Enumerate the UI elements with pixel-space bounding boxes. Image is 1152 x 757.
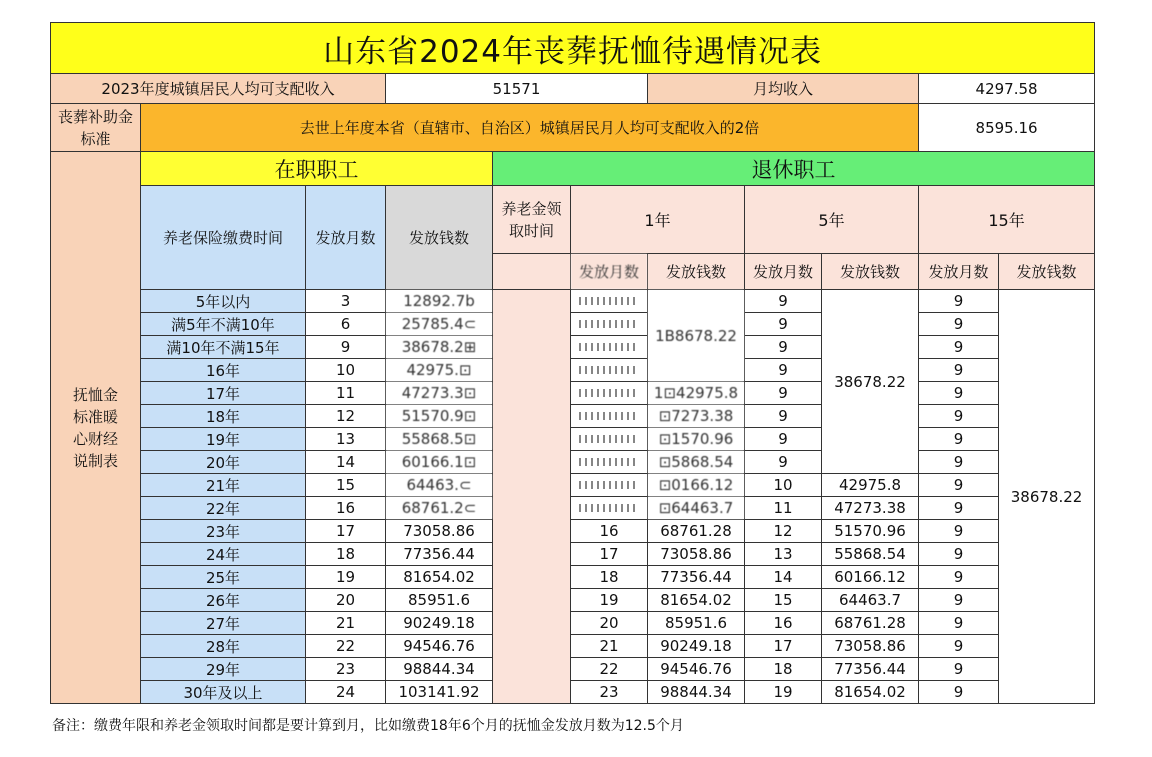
working-amount-cell: 77356.44 (386, 543, 493, 566)
retired-5y-amount-cell: 60166.12 (822, 566, 919, 589)
table-row (51, 382, 1095, 405)
working-amount-cell: 98844.34 (386, 658, 493, 681)
contribution-time-cell: 17年 (141, 382, 306, 405)
retired-5y-months-cell: 9 (745, 405, 822, 428)
contribution-time-cell: 26年 (141, 589, 306, 612)
retired-15y-months-cell: 9 (919, 428, 999, 451)
table-row (51, 474, 1095, 497)
retired-group-1-year: 1年 (571, 186, 745, 254)
working-amount-cell: 38678.2⊞ (386, 336, 493, 359)
retired-5y-months-cell: 10 (745, 474, 822, 497)
table-row (51, 451, 1095, 474)
obscured-text (579, 389, 639, 397)
working-months-cell: 18 (306, 543, 386, 566)
retired-5y-months-cell: 9 (745, 451, 822, 474)
table-row (51, 359, 1095, 382)
retired-5y-amount-cell: 81654.02 (822, 681, 919, 704)
working-months-cell: 20 (306, 589, 386, 612)
retired-1y-amount-cell: 98844.34 (648, 681, 745, 704)
obscured-text (579, 297, 639, 305)
retired-15y-months-cell: 9 (919, 359, 999, 382)
contribution-time-cell: 25年 (141, 566, 306, 589)
table-row (51, 336, 1095, 359)
table-row (51, 658, 1095, 681)
retired-1y-months-cell (571, 428, 648, 451)
retired-5y-amount-cell: 68761.28 (822, 612, 919, 635)
retired-5y-months-cell: 18 (745, 658, 822, 681)
working-months-cell: 10 (306, 359, 386, 382)
table-row (51, 612, 1095, 635)
obscured-text (579, 458, 639, 466)
retired-5y-months-cell: 14 (745, 566, 822, 589)
retired-15y-months-cell: 9 (919, 382, 999, 405)
retired-15y-months-cell: 9 (919, 497, 999, 520)
table-row (51, 681, 1095, 704)
obscured-text (579, 435, 639, 443)
retired-15y-merged-amount-cell: 38678.22 (999, 290, 1095, 704)
retired-1y-months-cell: 19 (571, 589, 648, 612)
retired-1y-months-cell: 21 (571, 635, 648, 658)
retired-1y-amount-cell: ⊡0166.12 (648, 474, 745, 497)
retired-5y-months-cell: 9 (745, 313, 822, 336)
retired-5y-months-cell: 17 (745, 635, 822, 658)
retired-1y-amount-cell: ⊡64463.7 (648, 497, 745, 520)
retired-5y-months-cell: 9 (745, 428, 822, 451)
retired-15y-months-cell: 9 (919, 474, 999, 497)
retired-15y-col-amount: 发放钱数 (999, 254, 1095, 290)
working-months-cell: 9 (306, 336, 386, 359)
retired-5y-amount-cell: 77356.44 (822, 658, 919, 681)
retired-1y-months-cell (571, 290, 648, 313)
working-months-cell: 6 (306, 313, 386, 336)
pension-table (50, 22, 1095, 704)
retired-5y-amount-cell: 55868.54 (822, 543, 919, 566)
working-amount-cell: 94546.76 (386, 635, 493, 658)
funeral-subsidy-description: 去世上年度本省（直辖市、自治区）城镇居民月人均可支配收入的2倍 (141, 104, 919, 152)
contribution-time-cell: 28年 (141, 635, 306, 658)
working-amount-cell: 85951.6 (386, 589, 493, 612)
retired-1y-col-months: 发放月数 (571, 254, 648, 290)
working-amount-cell: 60166.1⊡ (386, 451, 493, 474)
working-amount-cell: 73058.86 (386, 520, 493, 543)
retired-5y-amount-cell: 73058.86 (822, 635, 919, 658)
retired-group-15-years: 15年 (919, 186, 1095, 254)
table-row (51, 635, 1095, 658)
retired-5y-amount-cell: 47273.38 (822, 497, 919, 520)
retired-5y-col-months: 发放月数 (745, 254, 822, 290)
retired-15y-months-cell: 9 (919, 612, 999, 635)
working-amount-cell: 25785.4⊂ (386, 313, 493, 336)
working-months-cell: 15 (306, 474, 386, 497)
working-amount-cell: 42975.⊡ (386, 359, 493, 382)
working-amount-cell: 12892.7b (386, 290, 493, 313)
working-amount-cell: 68761.2⊂ (386, 497, 493, 520)
table-row (51, 290, 1095, 313)
working-amount-cell: 103141.92 (386, 681, 493, 704)
monthly-income-label: 月均收入 (648, 74, 919, 104)
retired-5y-col-amount: 发放钱数 (822, 254, 919, 290)
retired-1y-months-cell (571, 405, 648, 428)
retired-title: 退休职工 (493, 152, 1095, 186)
retired-5y-months-cell: 9 (745, 382, 822, 405)
retired-1y-months-cell: 18 (571, 566, 648, 589)
working-amount-cell: 51570.9⊡ (386, 405, 493, 428)
retired-15y-months-cell: 9 (919, 543, 999, 566)
table-row (51, 543, 1095, 566)
retired-5y-amount-cell: 64463.7 (822, 589, 919, 612)
contribution-time-cell: 满10年不满15年 (141, 336, 306, 359)
retired-5y-merged-amount-cell: 38678.22 (822, 290, 919, 474)
contribution-time-cell: 23年 (141, 520, 306, 543)
table-row (51, 313, 1095, 336)
retired-1y-amount-cell: 94546.76 (648, 658, 745, 681)
table-row (51, 497, 1095, 520)
retired-1y-merged-amount-cell: 1B8678.22 (648, 290, 745, 382)
contribution-time-cell: 18年 (141, 405, 306, 428)
retired-1y-months-cell: 20 (571, 612, 648, 635)
table-row (51, 589, 1095, 612)
retired-1y-col-amount: 发放钱数 (648, 254, 745, 290)
working-months-cell: 17 (306, 520, 386, 543)
contribution-time-cell: 5年以内 (141, 290, 306, 313)
footnote: 备注：缴费年限和养老金领取时间都是要计算到月，比如缴费18年6个月的抚恤金发放月数为12.5个月 (52, 718, 684, 734)
retired-1y-months-cell (571, 451, 648, 474)
working-months-cell: 3 (306, 290, 386, 313)
retired-time-merged-cell (493, 290, 571, 704)
retired-5y-months-cell: 13 (745, 543, 822, 566)
obscured-text (579, 412, 639, 420)
retired-col-time-blank (493, 254, 571, 290)
working-months-cell: 11 (306, 382, 386, 405)
funeral-subsidy-label: 丧葬补助金标准 (51, 104, 141, 152)
working-amount-cell: 47273.3⊡ (386, 382, 493, 405)
retired-1y-amount-cell: ⊡7273.38 (648, 405, 745, 428)
working-amount-cell: 90249.18 (386, 612, 493, 635)
retired-15y-months-cell: 9 (919, 520, 999, 543)
retired-1y-months-cell (571, 382, 648, 405)
obscured-text (579, 320, 639, 328)
retired-15y-months-cell: 9 (919, 566, 999, 589)
retired-15y-months-cell: 9 (919, 589, 999, 612)
table-row (51, 428, 1095, 451)
obscured-text (579, 504, 639, 512)
retired-1y-months-cell (571, 359, 648, 382)
retired-5y-months-cell: 15 (745, 589, 822, 612)
working-months-cell: 14 (306, 451, 386, 474)
working-months-cell: 13 (306, 428, 386, 451)
retired-15y-months-cell: 9 (919, 658, 999, 681)
contribution-time-cell: 满5年不满10年 (141, 313, 306, 336)
working-col-time: 养老保险缴费时间 (141, 186, 306, 290)
retired-5y-months-cell: 9 (745, 290, 822, 313)
working-months-cell: 12 (306, 405, 386, 428)
obscured-text (579, 366, 639, 374)
retired-15y-months-cell: 9 (919, 451, 999, 474)
working-months-cell: 22 (306, 635, 386, 658)
retired-15y-months-cell: 9 (919, 405, 999, 428)
retired-1y-months-cell (571, 497, 648, 520)
retired-1y-amount-cell: 90249.18 (648, 635, 745, 658)
contribution-time-cell: 20年 (141, 451, 306, 474)
retired-1y-months-cell (571, 474, 648, 497)
income-label: 2023年度城镇居民人均可支配收入 (51, 74, 386, 104)
retired-1y-amount-cell: 85951.6 (648, 612, 745, 635)
table-row (51, 520, 1095, 543)
retired-5y-months-cell: 12 (745, 520, 822, 543)
contribution-time-cell: 30年及以上 (141, 681, 306, 704)
retired-1y-amount-cell: 68761.28 (648, 520, 745, 543)
retired-15y-months-cell: 9 (919, 313, 999, 336)
retired-1y-months-cell: 22 (571, 658, 648, 681)
retired-1y-months-cell (571, 336, 648, 359)
working-col-months: 发放月数 (306, 186, 386, 290)
retired-15y-months-cell: 9 (919, 336, 999, 359)
retired-5y-months-cell: 19 (745, 681, 822, 704)
monthly-income-value: 4297.58 (919, 74, 1095, 104)
retired-1y-months-cell (571, 313, 648, 336)
working-amount-cell: 55868.5⊡ (386, 428, 493, 451)
obscured-text (579, 343, 639, 351)
retired-1y-amount-cell: ⊡5868.54 (648, 451, 745, 474)
table-row (51, 566, 1095, 589)
working-months-cell: 24 (306, 681, 386, 704)
contribution-time-cell: 29年 (141, 658, 306, 681)
working-amount-cell: 64463.⊂ (386, 474, 493, 497)
working-months-cell: 23 (306, 658, 386, 681)
contribution-time-cell: 22年 (141, 497, 306, 520)
pension-table-sheet (50, 22, 1094, 712)
contribution-time-cell: 16年 (141, 359, 306, 382)
retired-col-time: 养老金领取时间 (493, 186, 571, 254)
retired-1y-amount-cell: 81654.02 (648, 589, 745, 612)
retired-5y-months-cell: 11 (745, 497, 822, 520)
side-label: 抚恤金标准暖心财经说制表 (51, 152, 141, 704)
working-months-cell: 19 (306, 566, 386, 589)
contribution-time-cell: 24年 (141, 543, 306, 566)
retired-1y-amount-cell: ⊡1570.96 (648, 428, 745, 451)
working-months-cell: 21 (306, 612, 386, 635)
retired-15y-months-cell: 9 (919, 290, 999, 313)
retired-1y-months-cell: 16 (571, 520, 648, 543)
retired-1y-amount-cell: 77356.44 (648, 566, 745, 589)
income-value: 51571 (386, 74, 648, 104)
table-row (51, 405, 1095, 428)
retired-5y-amount-cell: 51570.96 (822, 520, 919, 543)
retired-5y-months-cell: 16 (745, 612, 822, 635)
retired-1y-amount-cell: 73058.86 (648, 543, 745, 566)
retired-5y-amount-cell: 42975.8 (822, 474, 919, 497)
retired-1y-amount-cell: 1⊡42975.8 (648, 382, 745, 405)
retired-group-5-years: 5年 (745, 186, 919, 254)
retired-5y-months-cell: 9 (745, 336, 822, 359)
contribution-time-cell: 27年 (141, 612, 306, 635)
working-col-amount: 发放钱数 (386, 186, 493, 290)
contribution-time-cell: 19年 (141, 428, 306, 451)
funeral-subsidy-value: 8595.16 (919, 104, 1095, 152)
retired-1y-months-cell: 17 (571, 543, 648, 566)
retired-5y-months-cell: 9 (745, 359, 822, 382)
contribution-time-cell: 21年 (141, 474, 306, 497)
retired-1y-months-cell: 23 (571, 681, 648, 704)
working-months-cell: 16 (306, 497, 386, 520)
retired-15y-months-cell: 9 (919, 681, 999, 704)
table-title: 山东省2024年丧葬抚恤待遇情况表 (51, 23, 1095, 74)
retired-15y-months-cell: 9 (919, 635, 999, 658)
obscured-text (579, 481, 639, 489)
working-title: 在职职工 (141, 152, 493, 186)
working-amount-cell: 81654.02 (386, 566, 493, 589)
retired-15y-col-months: 发放月数 (919, 254, 999, 290)
